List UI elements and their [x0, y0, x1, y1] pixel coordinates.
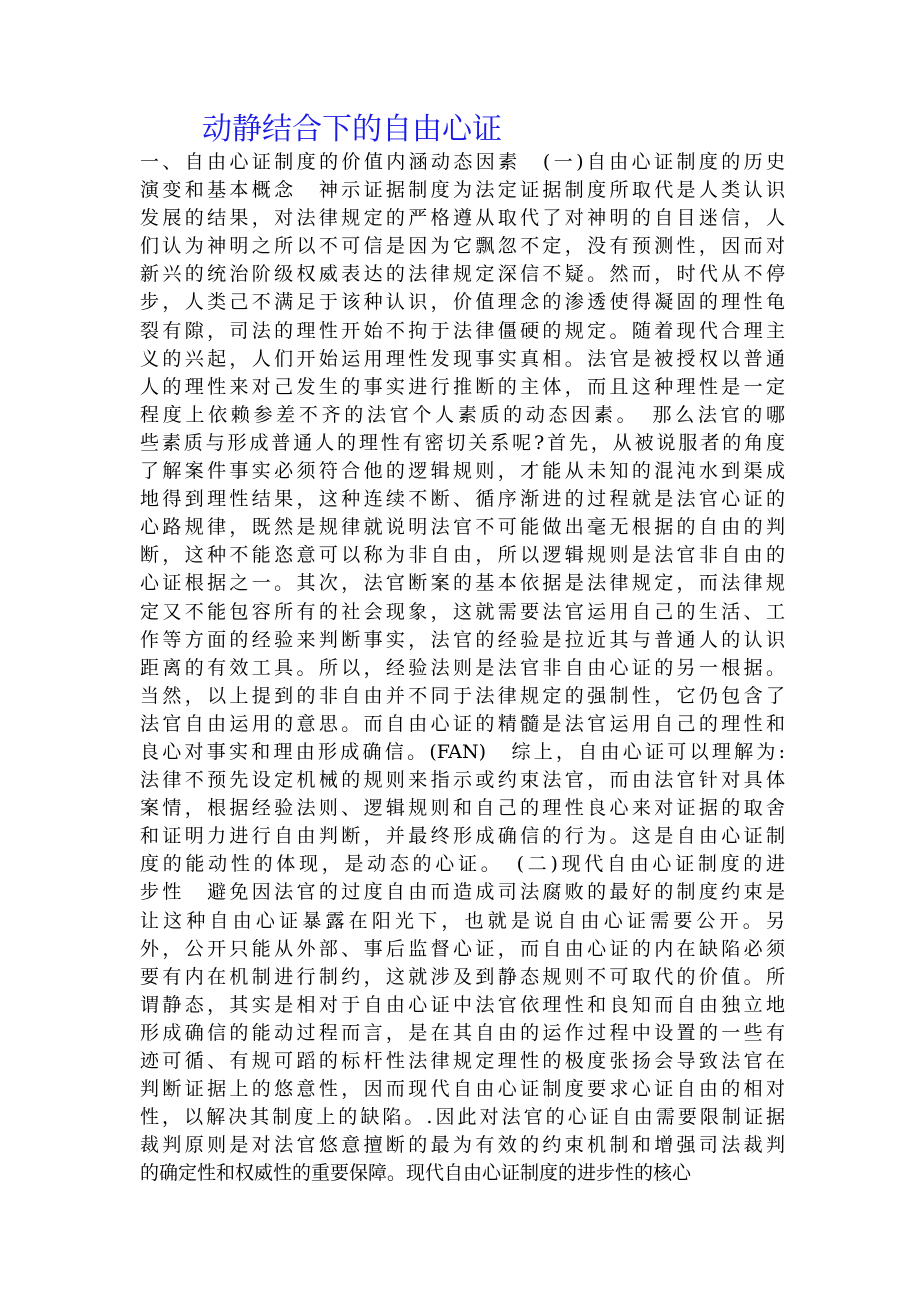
text-line: 形成确信的能动过程而言，是在其自由的运作过程中设置的一些有: [140, 1021, 785, 1044]
text-line: 断，这种不能恣意可以称为非自由，所以逻辑规则是法官非自由的: [140, 544, 785, 567]
document-body: [140, 148, 785, 1187]
text-line: 让这种自由心证暴露在阳光下，也就是说自由心证需要公开。另: [140, 909, 785, 932]
text-line: 裂有隙，司法的理性开始不拘于法律僵硬的规定。随着现代合理主: [140, 319, 785, 342]
text-line: 人的理性来对己发生的事实进行推断的主体，而且这种理性是一定: [140, 375, 785, 398]
text-line: 裁判原则是对法官悠意擅断的最为有效的约束机制和增强司法裁判: [140, 1134, 785, 1157]
text-line: 们认为神明之所以不可信是因为它飘忽不定，没有预测性，因而对: [140, 235, 785, 258]
text-line: 演变和基本概念 神示证据制度为法定证据制度所取代是人类认识: [140, 179, 785, 202]
text-line: 迹可循、有规可蹈的标杆性法律规定理性的极度张扬会导致法官在: [140, 1050, 785, 1072]
text-line: 外，公开只能从外部、事后监督心证，而自由心证的内在缺陷必须: [140, 937, 785, 960]
text-line: 些素质与形成普通人的理性有密切关系呢?首先，从被说服者的角度: [140, 431, 785, 454]
text-line: 心证根据之一。其次，法官断案的基本依据是法律规定，而法律规: [140, 572, 785, 595]
text-line: 的确定性和权威性的重要保障。现代自由心证制度的进步性的核心: [140, 1162, 692, 1185]
text-line: 作等方面的经验来判断事实，法官的经验是拉近其与普通人的认识: [140, 628, 785, 651]
text-line: 发展的结果，对法律规定的严格遵从取代了对神明的自目迷信，人: [140, 207, 785, 230]
text-line: 了解案件事实必须符合他的逻辑规则，才能从未知的混沌水到渠成: [140, 460, 785, 483]
text-line: 步，人类己不满足于该种认识，价值理念的渗透使得凝固的理性龟: [140, 291, 785, 314]
text-line: 度的能动性的体现，是动态的心证。 (二)现代自由心证制度的进: [140, 853, 785, 876]
document-title: 动静结合下的自由心证: [202, 112, 502, 147]
text-line: 程度上依赖参差不齐的法官个人素质的动态因素。 那么法官的哪: [140, 403, 785, 426]
text-line: 和证明力进行自由判断，并最终形成确信的行为。这是自由心证制: [140, 825, 785, 848]
text-line: 当然，以上提到的非自由并不同于法律规定的强制性，它仍包含了: [140, 684, 785, 707]
text-line: 案情，根据经验法则、逻辑规则和自己的理性良心来对证据的取舍: [140, 797, 785, 820]
text-line: 法官自由运用的意思。而自由心证的精髓是法官运用自己的理性和: [140, 712, 785, 735]
text-line: 定又不能包容所有的社会现象，这就需要法官运用自己的生活、工: [140, 600, 785, 623]
text-line: 一、自由心证制度的价值内涵动态因素 (一)自由心证制度的历史: [140, 151, 785, 173]
text-line: 性，以解决其制度上的缺陷。.因此对法官的心证自由需要限制证据: [140, 1106, 785, 1129]
text-line: 谓静态，其实是相对于自由心证中法官依理性和良知而自由独立地: [140, 993, 785, 1016]
text-line: 心路规律，既然是规律就说明法官不可能做出毫无根据的自由的判: [140, 516, 785, 539]
text-line: 步性 避免因法官的过度自由而造成司法腐败的最好的制度约束是: [140, 881, 785, 904]
text-line: 义的兴起，人们开始运用理性发现事实真相。法官是被授权以普通: [140, 347, 785, 370]
text-line: 距离的有效工具。所以，经验法则是法官非自由心证的另一根据。: [140, 656, 785, 679]
text-line: 法律不预先设定机械的规则来指示或约束法官，而由法官针对具体: [140, 769, 785, 792]
text-line: 要有内在机制进行制约，这就涉及到静态规则不可取代的价值。所: [140, 965, 785, 988]
text-line: 新兴的统治阶级权威表达的法律规定深信不疑。然而，时代从不停: [140, 263, 785, 286]
text-line: 地得到理性结果，这种连续不断、循序渐进的过程就是法官心证的: [140, 488, 785, 511]
text-line: 良心对事实和理由形成确信。(FAN) 综上，自由心证可以理解为:: [140, 740, 785, 763]
text-line: 判断证据上的悠意性，因而现代自由心证制度要求心证自由的相对: [140, 1078, 785, 1101]
